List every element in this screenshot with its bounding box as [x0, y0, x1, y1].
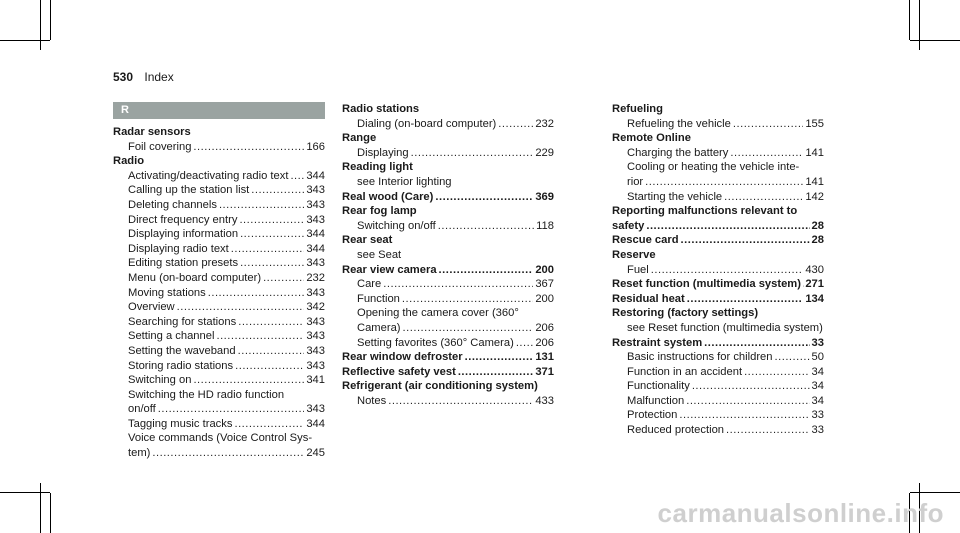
crop-mark: [909, 0, 910, 40]
index-subentry: see Seat: [357, 248, 402, 261]
dot-leader: [388, 394, 533, 409]
dot-leader: [238, 315, 304, 330]
dot-leader: [216, 329, 304, 344]
page-reference-link[interactable]: 367: [535, 278, 554, 291]
dot-leader: [208, 286, 305, 301]
index-entry-text: Protection: [627, 409, 678, 422]
dot-leader: [263, 271, 304, 286]
page-reference-link[interactable]: 430: [805, 263, 824, 276]
page-reference-link[interactable]: 341: [306, 374, 325, 387]
page-reference-link[interactable]: 343: [306, 257, 325, 270]
index-entry-text: Tagging music tracks: [128, 417, 233, 430]
dot-leader: [775, 350, 810, 365]
crop-mark: [910, 492, 960, 493]
index-entry-text: Searching for stations: [128, 315, 237, 328]
index-subentry: Switching the HD radio function: [128, 388, 285, 401]
index-entry-text: Reflective safety vest: [342, 365, 456, 378]
index-entry-row: [113, 140, 325, 155]
page-reference-link[interactable]: 141: [805, 175, 824, 188]
index-entry-row: [113, 359, 325, 374]
page-header: [113, 70, 174, 84]
crop-mark: [910, 40, 960, 41]
dot-leader: [240, 256, 304, 271]
index-column-1: [113, 102, 325, 461]
index-entry-text: Direct frequency entry: [128, 213, 238, 226]
page-reference-link[interactable]: 34: [811, 380, 824, 393]
watermark-text: carmanualsonline.info: [657, 498, 944, 528]
index-entry-row: [113, 169, 325, 184]
index-entry-row: [113, 300, 325, 315]
dot-leader: [402, 292, 533, 307]
index-heading: Reading light: [342, 161, 413, 174]
index-entry-row: [113, 183, 325, 198]
index-entry-text: Moving stations: [128, 286, 206, 299]
dot-leader: [219, 198, 304, 213]
index-entry-text: Refueling the vehicle: [627, 117, 731, 130]
page-reference-link[interactable]: 344: [306, 417, 325, 430]
index-entry-row: [113, 315, 325, 330]
dot-leader: [234, 417, 304, 432]
index-subentry: see Interior lighting: [357, 175, 452, 188]
dot-leader: [651, 263, 804, 278]
crop-mark: [50, 0, 51, 40]
index-column-3: [612, 102, 824, 438]
page-reference-link[interactable]: 166: [306, 140, 325, 153]
dot-leader: [177, 300, 305, 315]
letter-heading: R: [113, 102, 325, 119]
index-heading: Radio stations: [342, 103, 420, 115]
index-heading: Reserve: [612, 248, 656, 261]
index-entry-row: [612, 423, 824, 438]
page-reference-link[interactable]: 343: [306, 359, 325, 372]
index-entry-row: [113, 198, 325, 213]
dot-leader: [724, 190, 803, 205]
page-reference-link[interactable]: 344: [306, 169, 325, 182]
index-heading: Radar sensors: [113, 126, 191, 138]
index-entry-row: [342, 394, 554, 409]
page-reference-link[interactable]: 343: [306, 315, 325, 328]
index-entry-text: Switching on/off: [357, 219, 436, 232]
dot-leader: [744, 365, 809, 380]
dot-leader: [704, 336, 809, 351]
index-entry-text: Malfunction: [627, 394, 685, 407]
crop-mark: [40, 483, 41, 533]
index-entry-text: Menu (on-board computer): [128, 271, 262, 284]
index-entry-text: Function in an accident: [627, 365, 743, 378]
index-entry-row: [113, 373, 325, 388]
index-subentry: Cooling or heating the vehicle inte-: [627, 161, 800, 174]
index-entry-row: [113, 286, 325, 301]
index-entry-row: [612, 277, 824, 292]
page-reference-link[interactable]: 271: [805, 278, 824, 291]
index-entry-row: [342, 190, 554, 205]
dot-leader: [692, 379, 810, 394]
index-entry-text: Activating/deactivating radio text: [128, 169, 289, 182]
index-entry-text: Camera): [357, 321, 401, 334]
page-reference-link[interactable]: 155: [805, 117, 824, 130]
index-entry-row: [113, 227, 325, 242]
page-reference-link[interactable]: 344: [306, 242, 325, 255]
index-entry-text: Residual heat: [612, 292, 685, 305]
dot-leader: [646, 219, 809, 234]
page-reference-link[interactable]: 343: [306, 286, 325, 299]
index-entry-row: [612, 146, 824, 161]
index-entry-row: [113, 329, 325, 344]
index-entry-text: Switching on: [128, 374, 192, 387]
index-subentry: see Reset function (multimedia system): [627, 321, 823, 334]
dot-leader: [439, 263, 534, 278]
page-reference-link[interactable]: 200: [535, 263, 554, 276]
page-reference-link[interactable]: 142: [805, 190, 824, 203]
page-reference-link[interactable]: 232: [306, 271, 325, 284]
dot-leader: [681, 233, 810, 248]
index-entry-text: Function: [357, 292, 400, 305]
dot-leader: [239, 213, 304, 228]
crop-mark: [0, 40, 50, 41]
page-reference-link[interactable]: 34: [811, 394, 824, 407]
index-heading: Range: [342, 132, 377, 145]
index-heading: Restoring (factory settings): [612, 307, 759, 320]
index-entry-row: [113, 242, 325, 257]
page-reference-link[interactable]: 343: [306, 330, 325, 343]
page-reference-link[interactable]: 343: [306, 198, 325, 211]
dot-leader: [687, 292, 804, 307]
index-entry-row: [113, 213, 325, 228]
page-reference-link[interactable]: 33: [811, 424, 824, 437]
dot-leader: [645, 175, 803, 190]
page-reference-link[interactable]: 229: [535, 146, 554, 159]
page-reference-link[interactable]: 245: [306, 447, 325, 460]
dot-leader: [726, 423, 810, 438]
index-entry-row: [612, 233, 824, 248]
index-entry-row: [342, 292, 554, 307]
index-heading: Rear fog lamp: [342, 205, 417, 218]
index-heading: Remote Online: [612, 132, 691, 145]
dot-leader: [193, 373, 304, 388]
index-entry-row: [113, 417, 325, 432]
index-heading: Rear seat: [342, 234, 393, 247]
page-reference-link[interactable]: 342: [306, 301, 325, 314]
index-entry-row: [612, 117, 824, 132]
index-entry-text: Setting the waveband: [128, 344, 236, 357]
index-entry-row: [342, 365, 554, 380]
index-entry-text: rior: [627, 175, 644, 188]
index-entry-text: Functionality: [627, 380, 690, 393]
index-entry-text: Rescue card: [612, 234, 679, 247]
dot-leader: [403, 321, 534, 336]
index-entry-row: [342, 146, 554, 161]
dot-leader: [516, 336, 534, 351]
dot-leader: [251, 183, 304, 198]
index-entry-text: Real wood (Care): [342, 190, 434, 203]
page-reference-link[interactable]: 28: [811, 234, 824, 247]
index-subentry: Voice commands (Voice Control Sys-: [128, 432, 313, 445]
page-reference-link[interactable]: 131: [535, 351, 554, 364]
dot-leader: [458, 365, 534, 380]
page-reference-link[interactable]: 34: [811, 365, 824, 378]
page-reference-link[interactable]: 343: [306, 184, 325, 197]
dot-leader: [435, 190, 533, 205]
index-entry-row: [342, 350, 554, 365]
index-entry-row: [113, 271, 325, 286]
index-column-2: [342, 102, 554, 408]
page-reference-link[interactable]: 200: [535, 292, 554, 305]
index-entry-text: Displaying radio text: [128, 242, 229, 255]
index-entry-row: [342, 219, 554, 234]
index-entry-text: Starting the vehicle: [627, 190, 723, 203]
page-reference-link[interactable]: 369: [535, 190, 554, 203]
index-list: [612, 102, 824, 438]
dot-leader: [411, 146, 534, 161]
index-entry-text: Rear window defroster: [342, 351, 463, 364]
dot-leader: [240, 227, 304, 242]
index-entry-text: Charging the battery: [627, 146, 729, 159]
index-entry-row: [612, 292, 824, 307]
index-entry-text: Calling up the station list: [128, 184, 250, 197]
dot-leader: [193, 140, 304, 155]
page-reference-link[interactable]: 33: [811, 409, 824, 422]
index-entry-row: [113, 256, 325, 271]
page-reference-link[interactable]: 232: [535, 117, 554, 130]
dot-leader: [152, 446, 304, 461]
index-entry-text: on/off: [128, 403, 156, 416]
index-entry-text: Notes: [357, 394, 387, 407]
index-entry-text: Displaying information: [128, 228, 239, 241]
index-entry-text: Setting favorites (360° Camera): [357, 336, 514, 349]
index-entry-text: Fuel: [627, 263, 649, 276]
page-reference-link[interactable]: 118: [536, 219, 554, 232]
index-entry-text: Foil covering: [128, 140, 192, 153]
index-entry-row: [612, 394, 824, 409]
index-entry-row: [342, 336, 554, 351]
dot-leader: [235, 359, 304, 374]
page-reference-link[interactable]: 343: [306, 403, 325, 416]
index-list: [342, 102, 554, 408]
dot-leader: [686, 394, 809, 409]
dot-leader: [438, 219, 534, 234]
dot-leader: [238, 344, 305, 359]
index-entry-text: Editing station presets: [128, 257, 239, 270]
index-entry-text: Displaying: [357, 146, 409, 159]
index-heading: Refrigerant (air conditioning system): [342, 380, 538, 393]
dot-leader: [158, 402, 305, 417]
dot-leader: [730, 146, 803, 161]
index-entry-row: [612, 190, 824, 205]
index-entry-row: [612, 219, 824, 234]
page-reference-link[interactable]: 33: [811, 336, 824, 349]
index-entry-text: Reset function (multimedia system): [612, 278, 801, 291]
dot-leader: [383, 277, 533, 292]
index-entry-row: [612, 350, 824, 365]
index-entry-row: [113, 402, 325, 417]
index-entry-text: safety: [612, 219, 645, 232]
index-entry-row: [342, 277, 554, 292]
page-reference-link[interactable]: 206: [535, 321, 554, 334]
page-number: 530: [113, 70, 134, 84]
index-entry-text: Basic instructions for children: [627, 351, 773, 364]
index-heading: Radio: [113, 155, 145, 168]
page-reference-link[interactable]: 206: [535, 336, 554, 349]
index-entry-row: [612, 365, 824, 380]
index-entry-text: Rear view camera: [342, 263, 437, 276]
index-entry-text: Care: [357, 278, 382, 291]
index-entry-text: Restraint system: [612, 336, 703, 349]
dot-leader: [465, 350, 534, 365]
page-reference-link[interactable]: 134: [805, 292, 824, 305]
dot-leader: [679, 408, 809, 423]
index-entry-row: [342, 321, 554, 336]
index-entry-text: Overview: [128, 301, 175, 314]
page-reference-link[interactable]: 433: [535, 394, 554, 407]
index-entry-row: [342, 263, 554, 278]
page-reference-link[interactable]: 344: [306, 228, 325, 241]
crop-mark: [0, 492, 50, 493]
page-reference-link[interactable]: 141: [805, 146, 824, 159]
page-reference-link[interactable]: 343: [306, 213, 325, 226]
page-reference-link[interactable]: 28: [811, 219, 824, 232]
crop-mark: [919, 0, 920, 50]
index-entry-row: [612, 263, 824, 278]
index-entry-row: [113, 344, 325, 359]
dot-leader: [498, 117, 533, 132]
index-subentry: Opening the camera cover (360°: [357, 307, 519, 320]
index-entry-text: Dialing (on-board computer): [357, 117, 497, 130]
index-heading: Reporting malfunctions relevant to: [612, 205, 798, 218]
page-reference-link[interactable]: 343: [306, 344, 325, 357]
dot-leader: [290, 169, 304, 184]
index-entry-row: [342, 117, 554, 132]
dot-leader: [231, 242, 305, 257]
section-title: Index: [144, 70, 174, 84]
index-list: [113, 125, 325, 461]
index-entry-row: [612, 336, 824, 351]
index-entry-text: Setting a channel: [128, 330, 215, 343]
crop-mark: [40, 0, 41, 50]
crop-mark: [50, 493, 51, 533]
index-entry-text: Deleting channels: [128, 198, 217, 211]
page-reference-link[interactable]: 50: [811, 351, 824, 364]
index-heading: Refueling: [612, 103, 663, 115]
index-entry-text: tem): [128, 447, 151, 460]
index-entry-text: Reduced protection: [627, 424, 725, 437]
page-reference-link[interactable]: 371: [535, 365, 554, 378]
index-entry-text: Storing radio stations: [128, 359, 234, 372]
index-entry-row: [113, 446, 325, 461]
index-entry-row: [612, 408, 824, 423]
index-entry-row: [612, 379, 824, 394]
dot-leader: [733, 117, 803, 132]
index-entry-row: [612, 175, 824, 190]
